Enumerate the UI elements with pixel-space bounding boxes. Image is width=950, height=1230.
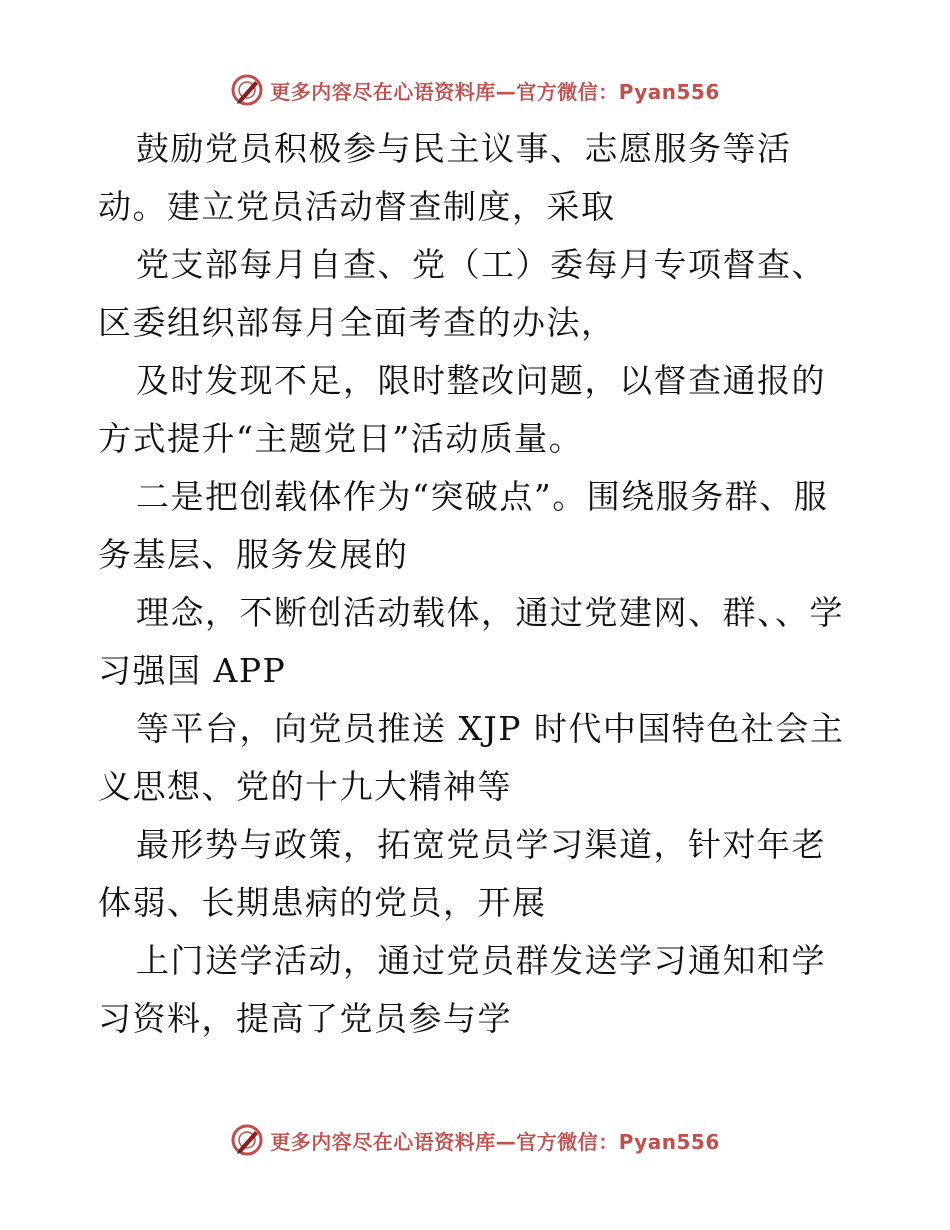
paragraph: 上门送学活动，通过党员群发送学习通知和学习资料，提高了党员参与学 (98, 941, 826, 1038)
paragraph: 及时发现不足，限时整改问题，以督查通报的方式提升“主题党日”活动质量。 (98, 361, 826, 458)
paragraph: 鼓励党员积极参与民主议事、志愿服务等活动。建立党员活动督查制度，采取 (98, 129, 792, 226)
paragraph: 最形势与政策，拓宽党员学习渠道，针对年老体弱、长期患病的党员，开展 (98, 825, 826, 922)
header-banner (0, 70, 950, 110)
footer-banner-text: 更多内容尽在心语资料库—官方微信：Pyan556 (270, 1129, 720, 1154)
paragraph: 等平台，向党员推送 XJP 时代中国特色社会主义思想、党的十九大精神等 (98, 709, 845, 806)
paragraph: 党支部每月自查、党（工）委每月专项督查、区委组织部每月全面考查的办法， (98, 245, 826, 342)
footer-banner (0, 1120, 950, 1160)
header-banner-text: 更多内容尽在心语资料库—官方微信：Pyan556 (270, 79, 720, 104)
document-body (98, 120, 858, 1048)
pen-circle-icon (230, 73, 264, 107)
paragraph: 二是把创载体作为“突破点”。围绕服务群、服务基层、服务发展的 (98, 477, 829, 574)
pen-circle-icon (230, 1123, 264, 1157)
paragraph: 理念，不断创活动载体，通过党建网、群、、学习强国 APP (98, 593, 844, 690)
